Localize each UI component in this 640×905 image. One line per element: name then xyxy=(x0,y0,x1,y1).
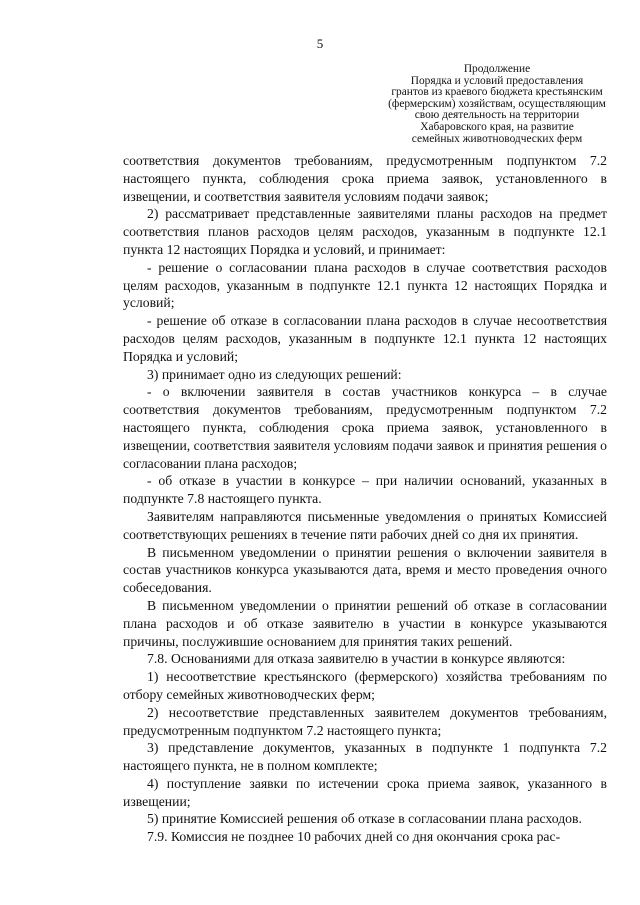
header-line: грантов из краевого бюджета крестьянским xyxy=(391,86,603,99)
paragraph: 5) принятие Комиссией решения об отказе в согласовании плана расходов. xyxy=(147,811,582,827)
paragraph: - о включении заявителя в состав участников конкурса – в случае соответствия документов требованиям, предусмотренным подпунктом 7.2 настоящего пункта, соблюдения срока приема заявок, установленного в извещении, соответствия заявителя условиям подачи заявок и принятия решения о согласовании плана расходов; xyxy=(123,384,607,471)
header-line: (фермерским) хозяйствам, осуществляющим xyxy=(388,97,606,110)
header-line: семейных животноводческих ферм xyxy=(411,132,583,145)
paragraph: 2) рассматривает представленные заявителями планы расходов на предмет соответствия планов расходов целям расходов, указанным в подпункте 12.1 пункта 12 настоящих Порядка и условий, и принимает: xyxy=(123,206,607,257)
paragraph: соответствия документов требованиям, предусмотренным подпунктом 7.2 настоящего пункта, соблюдения срока приема заявок, установленного в извещении, и соответствия заявителя условиям подачи заявок; xyxy=(123,153,607,204)
header-line: Хабаровского края, на развитие xyxy=(420,120,574,133)
header-line: Порядка и условий предоставления xyxy=(410,74,584,87)
paragraph: 2) несоответствие представленных заявителем документов требованиям, предусмотренным подпунктом 7.2 настоящего пункта; xyxy=(123,704,607,738)
paragraph: В письменном уведомлении о принятии решения о включении заявителя в состав участников конкурса указываются дата, время и место проведения очного собеседования. xyxy=(123,544,607,596)
paragraph: 3) принимает одно из следующих решений: xyxy=(147,366,402,382)
paragraph: 7.9. Комиссия не позднее 10 рабочих дней со дня окончания срока рас- xyxy=(147,829,561,845)
paragraph: В письменном уведомлении о принятии решений об отказе в согласовании плана расходов и об отказе заявителю в участии в конкурсе указываются причины, послужившие основанием для принятия таких решений. xyxy=(123,597,607,649)
paragraph: 3) представление документов, указанных в подпункте 1 подпункта 7.2 настоящего пункта, не в полном комплекте; xyxy=(123,740,607,774)
header-line: свою деятельность на территории xyxy=(414,109,580,122)
paragraph: 7.8. Основаниями для отказа заявителю в участии в конкурсе являются: xyxy=(147,651,566,667)
paragraph: Заявителям направляются письменные уведомления о принятых Комиссией соответствующих решениях в течение пяти рабочих дней со дня их принятия. xyxy=(123,508,607,542)
header-line: Продолжение xyxy=(463,63,531,75)
page-number: 5 xyxy=(316,36,324,51)
paragraph: 1) несоответствие крестьянского (фермерского) хозяйства требованиям по отбору семейных животноводческих ферм; xyxy=(123,669,607,702)
paragraph: 4) поступление заявки по истечении срока приема заявок, указанного в извещении; xyxy=(123,775,607,809)
paragraph: - решение об отказе в согласовании плана расходов в случае несоответствия расходов целям расходов, указанным в подпункте 12.1 пункта 12 настоящих Порядка и условий; xyxy=(123,313,607,364)
continuation-header xyxy=(372,64,622,145)
body-text xyxy=(123,152,607,846)
paragraph: - решение о согласовании плана расходов в случае соответствия расходов целям расходов, указанным в подпункте 12.1 пункта 12 настоящих Порядка и условий; xyxy=(123,259,607,311)
paragraph: - об отказе в участии в конкурсе – при наличии оснований, указанных в подпункте 7.8 настоящего пункта. xyxy=(123,473,607,507)
